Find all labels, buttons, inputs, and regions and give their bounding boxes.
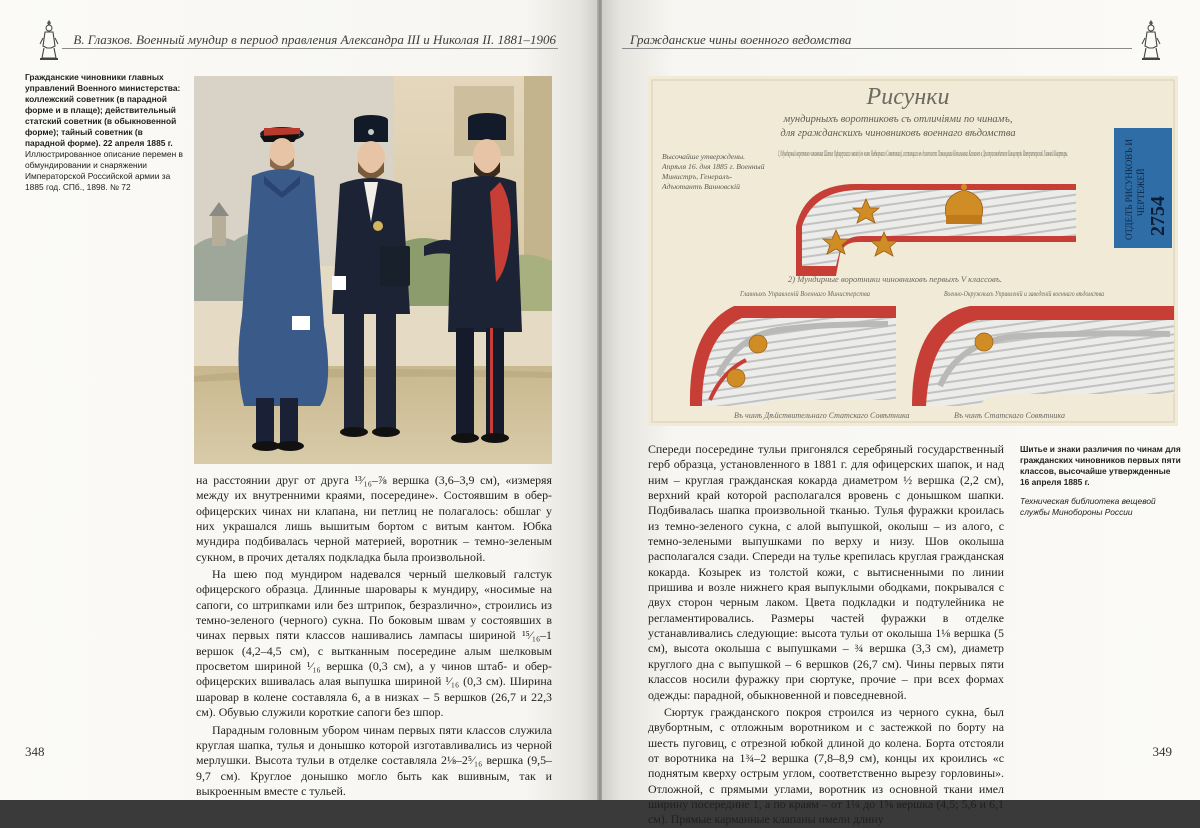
page-number: 348: [25, 744, 45, 759]
caption-source: Техническая библиотека вещевой службы Минобороны России: [1020, 496, 1156, 517]
paragraph: Парадным головным убором чинам первых пяти классов служила круглая шапка, тулья и донышко которой изготавливались из черной мерлушки. Высота тульи в отделке составляла 2⅛–2⁵⁄₁₆ вершка (9,5–9,7 см). Круглое донышко могло быть как вшивным, так и выкроенным вместе с тульей.: [196, 722, 552, 798]
paragraph: на расстоянии друг от друга ¹³⁄₁₆–⅞ вершка (3,6–3,9 см), «измеряя между их внутренними краями, посередине». Состоявшим в обер-офицерских чинах ни клапана, ни петлиц не полагалось: обшлаг у них украшался лишь вышитым бортом с витым кантом. Юбка мундира подбивалась черной материей, воротник – темно-зеленым сукном, в прочих деталях подкладка была произвольной.: [196, 473, 552, 564]
left-page: [0, 0, 598, 800]
figure-caption: [1020, 444, 1182, 518]
svg-text:ЧЕРТЕЖЕЙ: ЧЕРТЕЖЕЙ: [1136, 168, 1146, 216]
paragraph: На шею под мундиром надевался черный шелковый галстук офицерского образца. Длинные шаровары к мундиру, «носимые на сапоги, со штрипками или без штрипок, безразлично», строились из темно-зеленого (черного) сукна. По боковым швам у состоявших в чинах первых пяти классов нашивались лампасы шириной ¹⁵⁄₁₆–1 вершок (4,2–4,5 см), с вытканным посередине алым шелковым просветом шириной ¹⁄₁₆ вершка (0,3 см), а у чинов штаб- и обер-офицерских вшивалась алая выпушка шириной ¹⁄₁₆ (0,3 см). Ширина шаровар в колене составляла 6, а в низках – 5 вершков (26,7 и 22,3 см). Обувью служили короткие сапоги без шпор.: [196, 567, 552, 720]
right-text-column: [648, 442, 1004, 828]
plate-left-head: Главныхъ Управленiй Военнаго Министерства: [739, 289, 871, 298]
running-head: В. Глазков. Военный мундир в период правления Александра III и Николая II. 1881–1906: [73, 32, 556, 47]
plate-approval: Высочайше утверждены. Апрѣля 16. дня 1885 г. Военный Министръ, Генералъ-Адъютантъ Ванновскiй: [662, 152, 765, 191]
caption-source: Иллюстрированное описание перемен в обмундировании и снаряжении Императорской Российской армии за 1885 год. СПб., 1898. № 72: [25, 149, 183, 192]
plate-note: 1) Мундирный воротникъ чиновника Шитье Офицерскаго званiя (въ чинѣ Надворнаго Совѣтника), состоящаго въ должности Помощника Начальника Казначея и Делопроизводителя Канцелярiи Императорской Главной Квартиры.: [778, 149, 1068, 158]
svg-text:2754: 2754: [1147, 196, 1169, 236]
left-text-column: [196, 473, 552, 799]
running-head: Гражданские чины военного ведомства: [630, 32, 852, 47]
collar-lower-left: [690, 306, 896, 406]
svg-text:ОТДЕЛЪ РИСУНКОВЪ И: ОТДЕЛЪ РИСУНКОВЪ И: [1124, 139, 1134, 240]
header-rule: [62, 48, 558, 49]
plate-right-rank: Въ чинѣ Статскаго Совѣтника: [954, 411, 1065, 420]
tsar-statue-icon: [38, 18, 60, 62]
caption-bold: Шитье и знаки различия по чинам для гражданских чиновников первых пяти классов, высочайше утвержденные 16 апреля 1885 г.: [1020, 444, 1181, 487]
collar-plate: [648, 76, 1178, 426]
plate-subtitle: для гражданскихъ чиновниковъ военнаго вѣдомства: [780, 128, 1016, 139]
paragraph: Сюртук гражданского покроя строился из черного сукна, был двубортным, с отложным воротником и с застежкой по борту на шесть пуговиц, с отрезной юбкой длиной до колена. Борта отстояли от воротника на 1¾–2 вершка (7,8–8,9 см), концы их кроились «с поднятым кверху острым углом, соответственно вырезу горловины». Отложной, с прямыми углами, воротник из основной ткани имел ширину посередине 1, а по краям – от 1¼ до 1⅜ вершка (4,5; 5,6 и 6,1 см). Прямые карманные клапаны имели длину: [648, 704, 1004, 827]
uniform-illustration: [194, 76, 552, 464]
figure-caption: [25, 72, 183, 193]
plate-title: Рисунки: [866, 84, 950, 110]
right-page: [602, 0, 1200, 827]
page-number: 349: [1152, 744, 1172, 759]
plate-subtitle: мундирныхъ воротниковъ съ отличiями по чинамъ,: [783, 114, 1013, 125]
caption-bold: Гражданские чиновники главных управлений Военного министерства: коллежский советник (в парадной форме и в плаще); действительный статский советник (в обыкновенной форме); тайный советник (в парадной форме). 22 апреля 1885 г.: [25, 72, 181, 148]
tsar-statue-icon: [1140, 18, 1162, 62]
collar-lower-right: [912, 306, 1174, 406]
paragraph: Спереди посередине тульи пригонялся серебряный государственный герб образца, установленного в 1881 г. для офицерских шапок, и над ним – круглая гражданская кокарда диаметром ½ вершка (2,2 см), верхний край которой располагался вровень с донышком шапки. Подбивалась шапка произвольной тканью. Тулья фуражки кроилась из темно-зеленого сукна, с алой выпушкой, околыш – из алого, с темно-зелеными выпушками по верху и низу. Шов околыша располагался сзади. Спереди на тулье крепилась круглая гражданская кокарда. Козырек из толстой кожи, с вытисненными по линии пришива и возле нижнего края выпуклыми ободками, покрывался с двух сторон черным лаком. Цвета подкладки и подтулейника не регламентировались. Размеры частей фуражки в отделке устанавливались следующие: высота тульи от околыша 1⅛ вершка (5 см), высота околыша с выпушками – ¾ вершка (3,3 см), диаметр круглого дна с выпушкой – 6 вершков (26,7 см). Чины первых пяти классов носили фуражку при сюртуке, прочие – при всех формах одежды: парадной, обыкновенной и повседневной.: [648, 442, 1004, 702]
plate-left-rank: Въ чинѣ Дѣйствительнаго Статскаго Совѣтника: [734, 411, 910, 420]
plate-note: 2) Мундирные воротники чиновниковъ первыхъ V классовъ.: [788, 274, 1003, 284]
plate-right-head: Военно-Окружныхъ Управленiй и заведенiй военнаго вѣдомства: [944, 289, 1105, 298]
library-stamp: [1114, 128, 1172, 248]
header-rule: [622, 48, 1132, 49]
